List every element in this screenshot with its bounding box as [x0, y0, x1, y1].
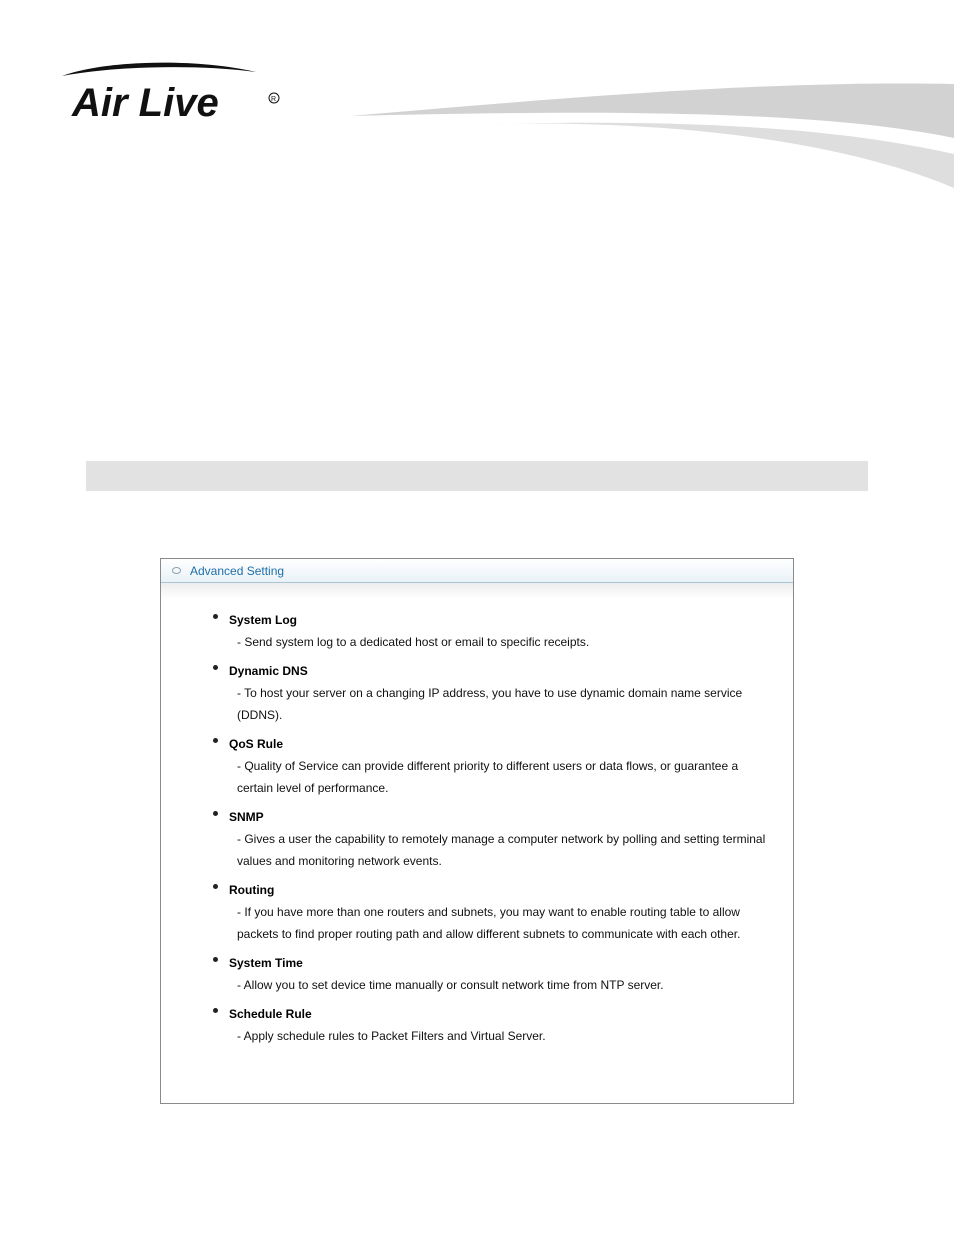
- circle-icon: [172, 567, 181, 574]
- bullet-icon: [213, 665, 218, 670]
- item-description: - Send system log to a dedicated host or email to specific receipts.: [237, 635, 590, 649]
- bullet-icon: [213, 1008, 218, 1013]
- item-description: - Apply schedule rules to Packet Filters and Virtual Server.: [237, 1029, 546, 1043]
- bullet-icon: [213, 811, 218, 816]
- item-description: - Quality of Service can provide different priority to different users or data flows, or guarantee a certain level of performance.: [237, 759, 739, 795]
- list-item: [161, 660, 793, 726]
- list-item: [161, 609, 793, 653]
- list-item: [161, 1003, 793, 1047]
- bullet-icon: [213, 738, 218, 743]
- item-title: QoS Rule: [229, 737, 284, 751]
- section-heading-bar: [86, 461, 868, 491]
- airlive-logo: [56, 58, 286, 124]
- advanced-setting-panel: [160, 558, 794, 1104]
- list-item: [161, 952, 793, 996]
- logo-wordmark: Air Live: [72, 81, 219, 124]
- item-description: - To host your server on a changing IP address, you have to use dynamic domain name service (DDNS).: [237, 686, 743, 722]
- list-item: [161, 733, 793, 799]
- item-description: - If you have more than one routers and subnets, you may want to enable routing table to allow packets to find proper routing path and allow different subnets to communicate with each other.: [237, 905, 741, 941]
- panel-header-fade: [161, 583, 793, 599]
- item-title: Schedule Rule: [229, 1007, 312, 1021]
- panel-title: Advanced Setting: [190, 564, 285, 578]
- bullet-icon: [213, 614, 218, 619]
- item-title: System Log: [229, 613, 298, 627]
- bullet-icon: [213, 884, 218, 889]
- feature-list: [161, 609, 793, 1054]
- bullet-icon: [213, 957, 218, 962]
- item-title: SNMP: [229, 810, 264, 824]
- list-item: [161, 879, 793, 945]
- list-item: [161, 806, 793, 872]
- item-title: Dynamic DNS: [229, 664, 308, 678]
- panel-header: [161, 559, 793, 583]
- svg-text:R: R: [271, 96, 277, 103]
- item-title: System Time: [229, 956, 303, 970]
- item-description: - Gives a user the capability to remotely manage a computer network by polling and setting terminal values and monitoring network events.: [237, 832, 766, 868]
- item-title: Routing: [229, 883, 275, 897]
- header-swoosh: [340, 80, 954, 200]
- item-description: - Allow you to set device time manually or consult network time from NTP server.: [237, 978, 664, 992]
